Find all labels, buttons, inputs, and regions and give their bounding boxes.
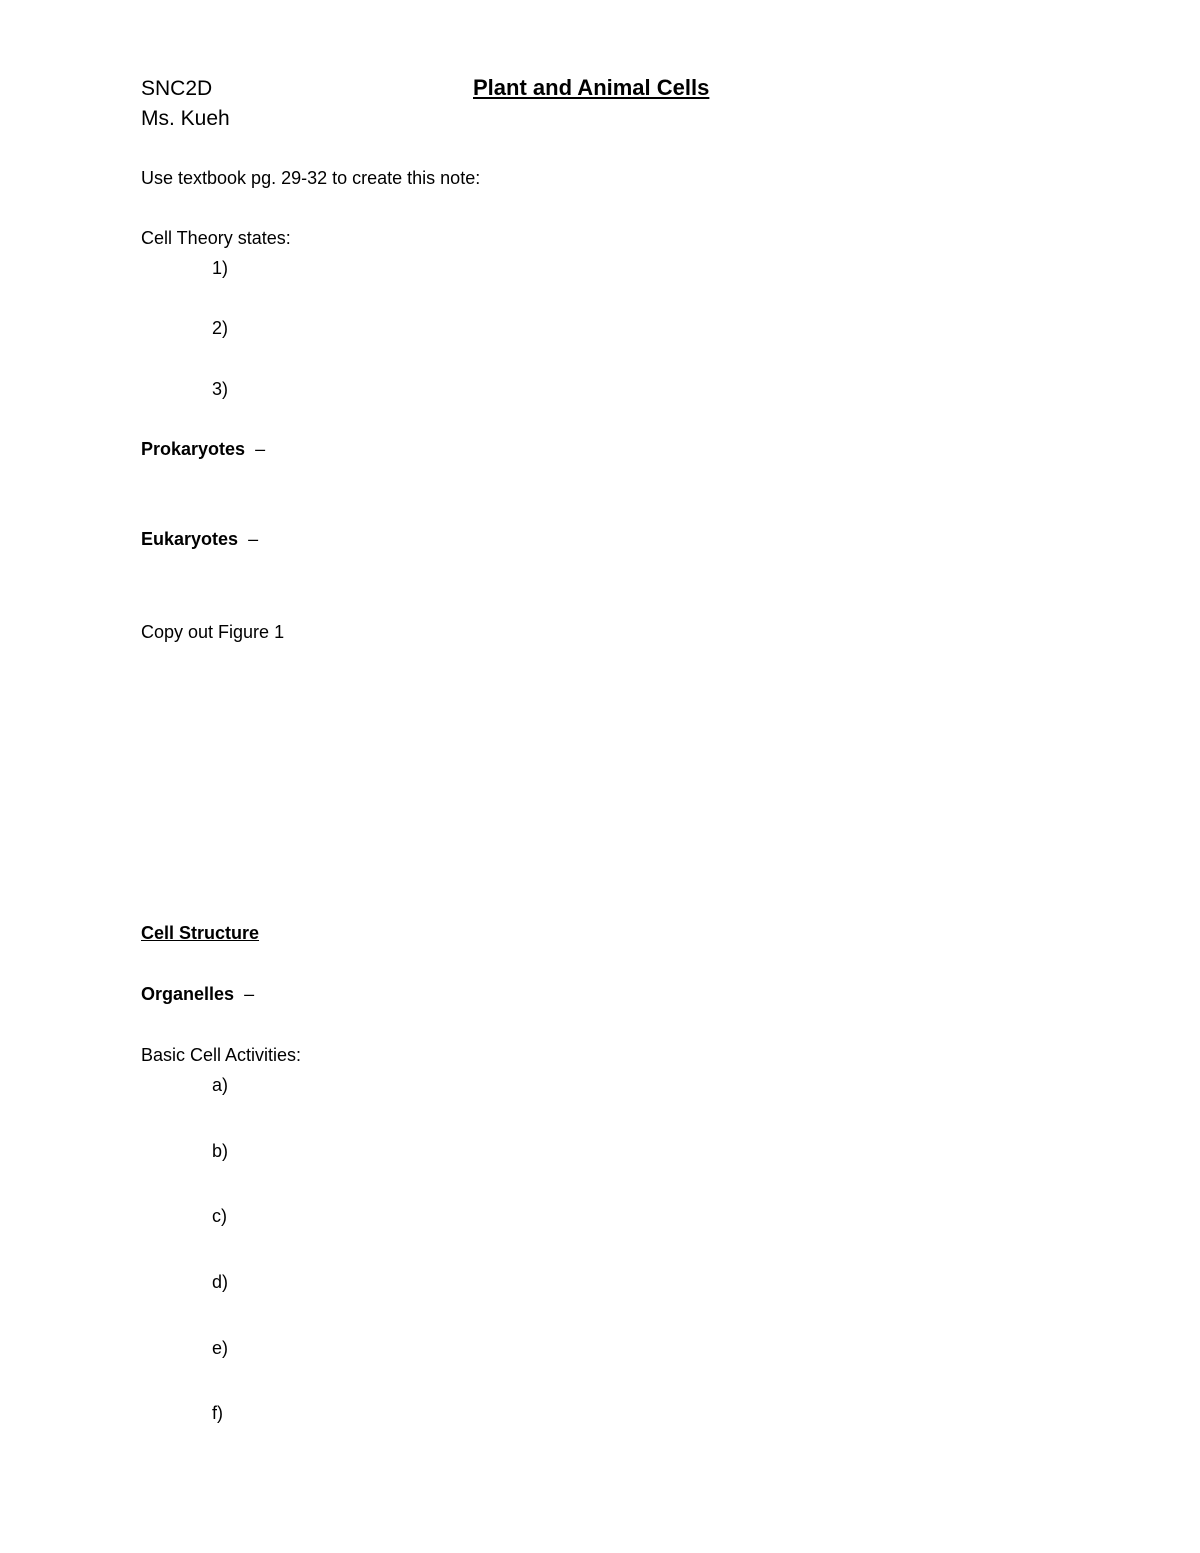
- activity-item-b: b): [212, 1141, 229, 1161]
- cell-theory-item-2: 2): [212, 318, 229, 338]
- eukaryotes-dash: –: [248, 529, 259, 549]
- organelles-line: [141, 985, 254, 1003]
- document-title: Plant and Animal Cells: [473, 75, 710, 100]
- teacher-name: Ms. Kueh: [141, 107, 230, 130]
- activity-item-f: f): [212, 1403, 223, 1423]
- instructions-text: Use textbook pg. 29-32 to create this note:: [141, 168, 481, 188]
- cell-theory-label: Cell Theory states:: [141, 228, 291, 248]
- eukaryotes-line: [141, 530, 258, 548]
- cell-theory-item-1: 1): [212, 258, 229, 278]
- activity-item-e: e): [212, 1338, 229, 1358]
- activity-item-d: d): [212, 1272, 229, 1292]
- course-code: SNC2D: [141, 77, 213, 100]
- figure-instruction: Copy out Figure 1: [141, 622, 285, 642]
- activity-item-a: a): [212, 1075, 229, 1095]
- eukaryotes-term: Eukaryotes: [141, 529, 239, 549]
- cell-theory-item-3: 3): [212, 379, 229, 399]
- prokaryotes-line: [141, 440, 265, 458]
- basic-cell-activities-label: Basic Cell Activities:: [141, 1045, 302, 1065]
- activity-item-c: c): [212, 1206, 227, 1226]
- prokaryotes-dash: –: [255, 439, 266, 459]
- organelles-term: Organelles: [141, 984, 235, 1004]
- cell-structure-heading: Cell Structure: [141, 923, 260, 943]
- prokaryotes-term: Prokaryotes: [141, 439, 246, 459]
- organelles-dash: –: [244, 984, 255, 1004]
